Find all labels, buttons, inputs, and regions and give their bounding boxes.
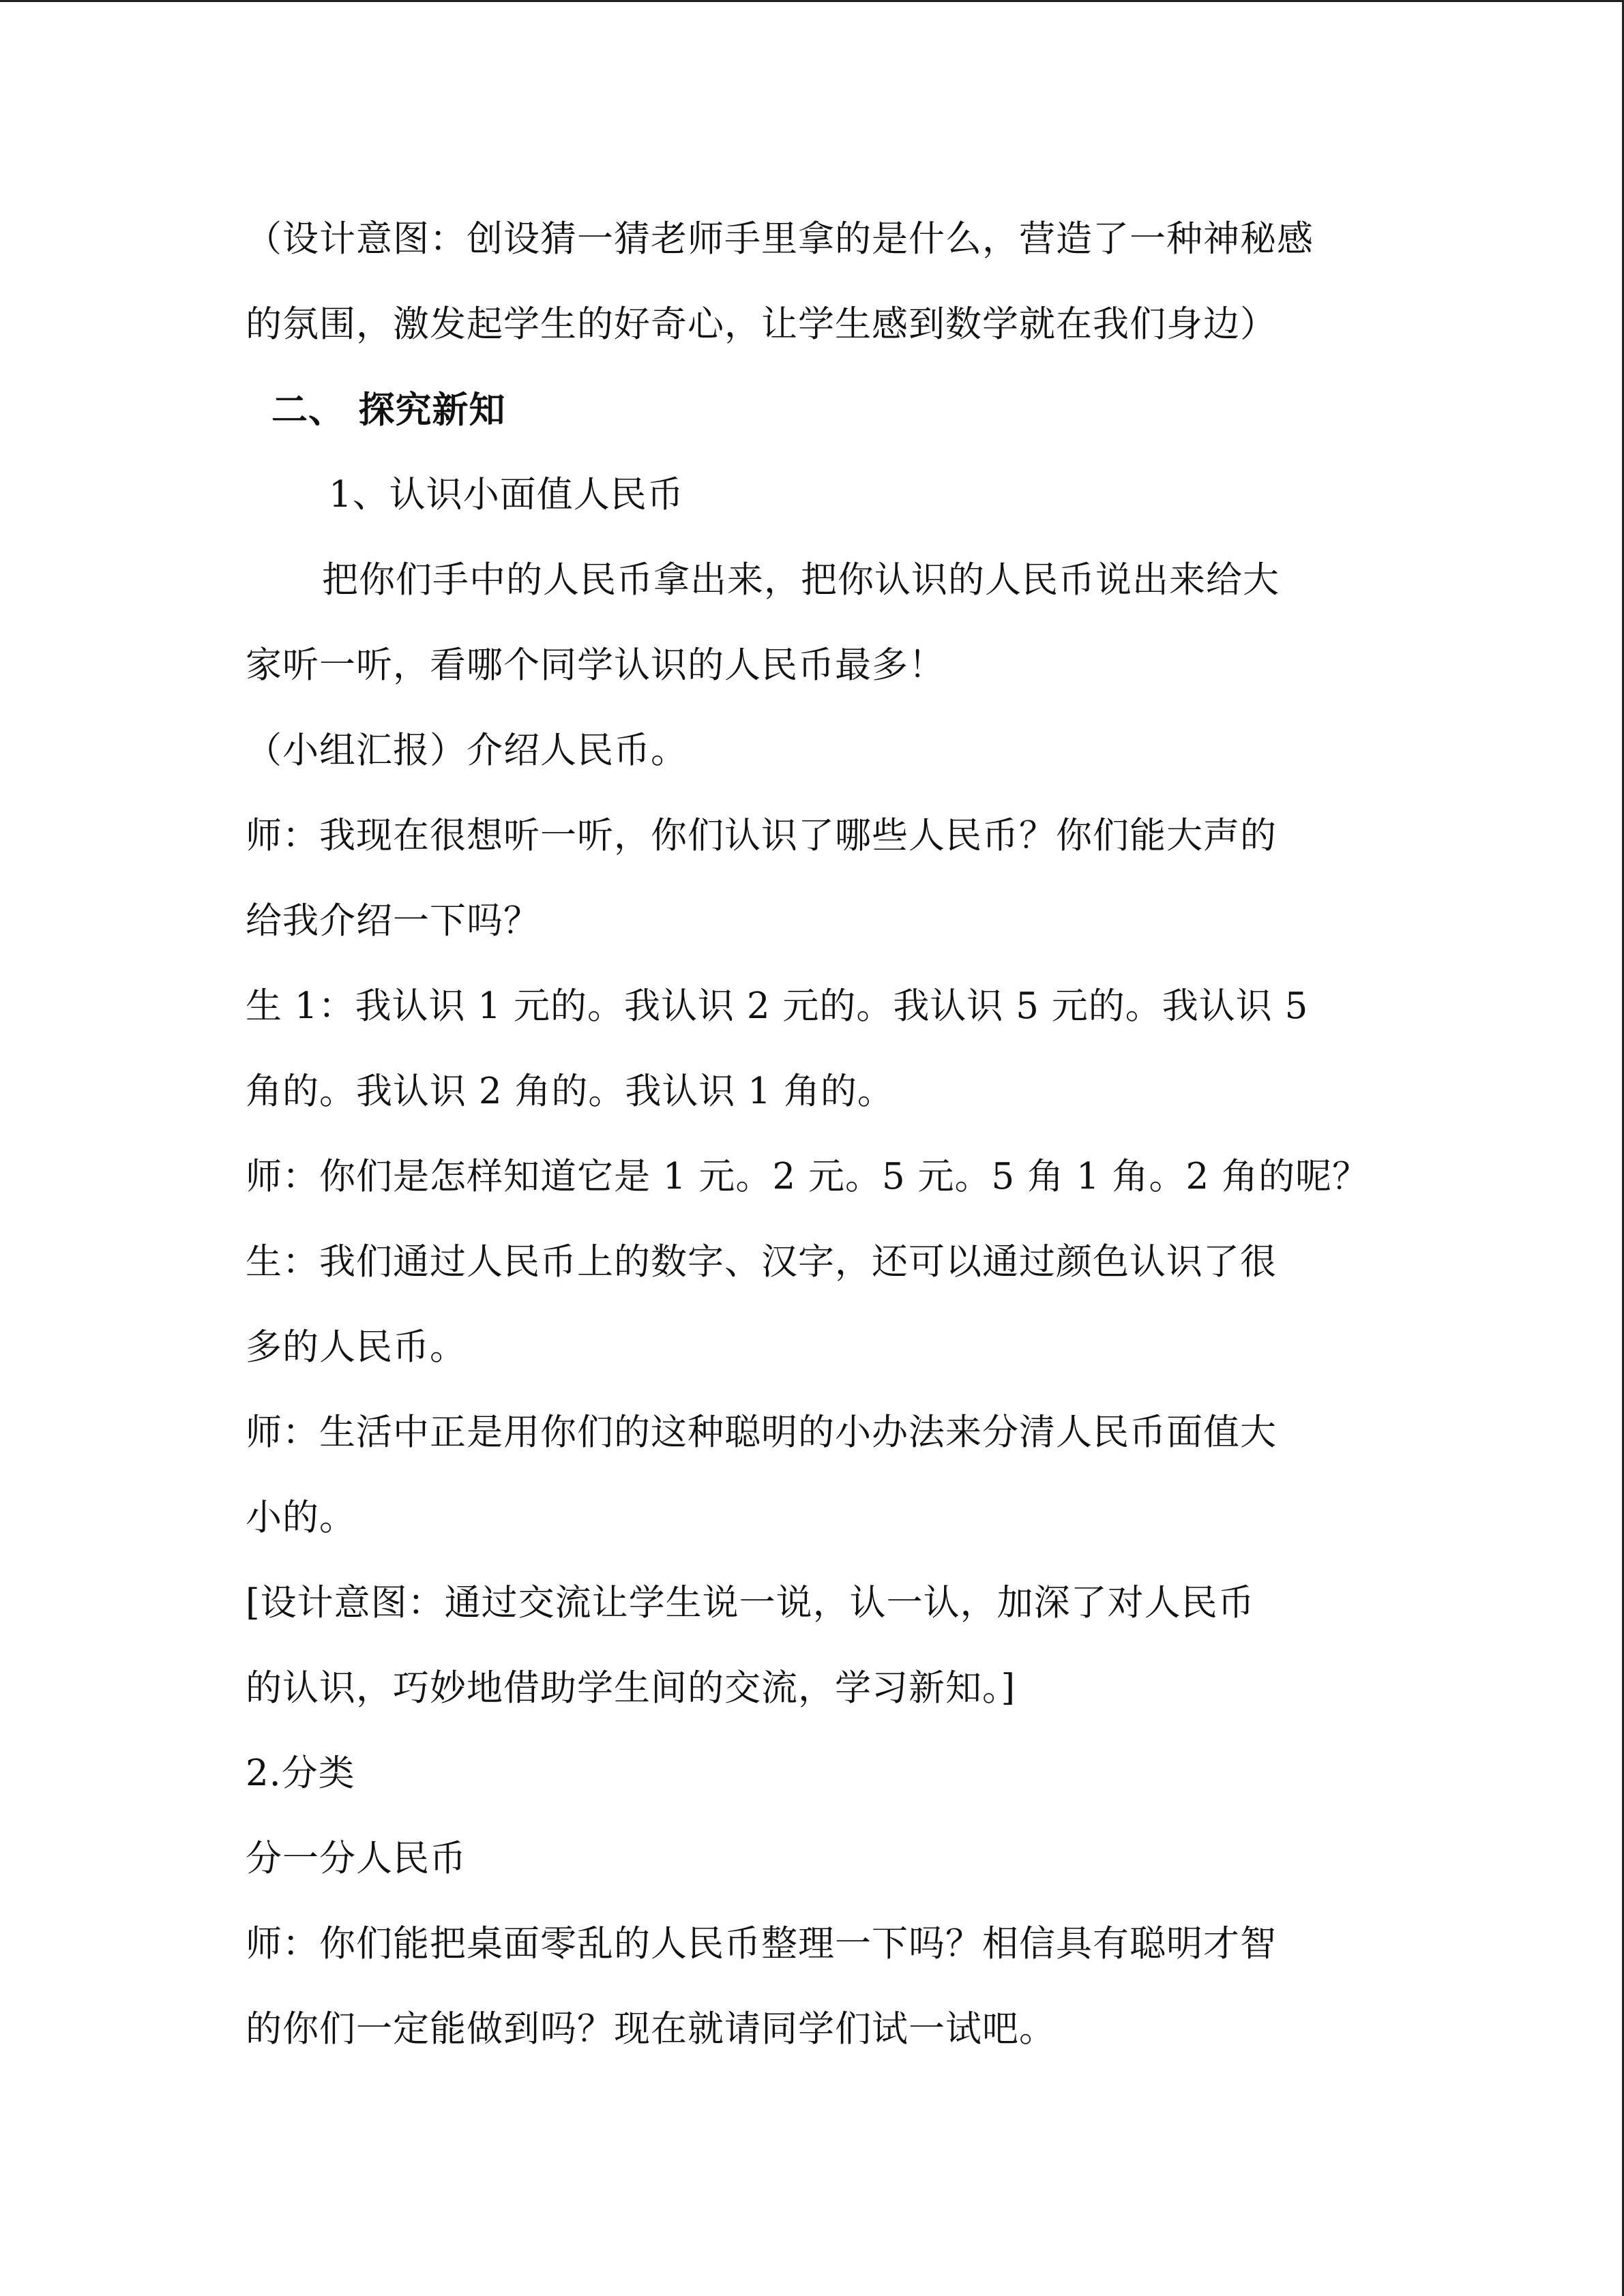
- paragraph-line: 家听一听，看哪个同学认识的人民币最多！: [246, 644, 945, 686]
- design-intent-line: [设计意图：通过交流让学生说一说，认一认，加深了对人民币: [246, 1582, 1255, 1624]
- dialogue-line: 师：你们能把桌面零乱的人民币整理一下吗？相信具有聪明才智: [246, 1923, 1277, 1965]
- page-border-top: [0, 0, 1624, 2]
- design-intent-line-1: （设计意图：创设猜一猜老师手里拿的是什么，营造了一种神秘感: [246, 218, 1314, 260]
- dialogue-line: 多的人民币。: [246, 1326, 467, 1368]
- dialogue-line: 小的。: [246, 1497, 356, 1538]
- dialogue-line: 给我介绍一下吗？: [246, 900, 540, 942]
- dialogue-line: 师：生活中正是用你们的这种聪明的小办法来分清人民币面值大: [246, 1412, 1277, 1453]
- dialogue-line: 生：我们通过人民币上的数字、汉字，还可以通过颜色认识了很: [246, 1241, 1277, 1283]
- section-heading: 二、 探究新知: [271, 389, 506, 431]
- dialogue-line: 角的。我认识 2 角的。我认识 1 角的。: [246, 1071, 894, 1112]
- dialogue-line: 的你们一定能做到吗？现在就请同学们试一试吧。: [246, 2008, 1056, 2050]
- dialogue-line: 师：你们是怎样知道它是 1 元。2 元。5 元。5 角 1 角。2 角的呢？: [246, 1156, 1370, 1197]
- design-intent-line: 的认识，巧妙地借助学生间的交流，学习新知。]: [246, 1667, 1016, 1709]
- subsection-heading: 1、认识小面值人民币: [329, 474, 684, 516]
- paragraph-line: （小组汇报）介绍人民币。: [246, 730, 688, 771]
- dialogue-line: 生 1：我认识 1 元的。我认识 2 元的。我认识 5 元的。我认识 5: [246, 985, 1309, 1027]
- dialogue-line: 师：我现在很想听一听，你们认识了哪些人民币？你们能大声的: [246, 815, 1277, 856]
- design-intent-line-2: 的氛围，激发起学生的好奇心，让学生感到数学就在我们身边）: [246, 303, 1277, 345]
- paragraph-line: 分一分人民币: [246, 1838, 467, 1879]
- paragraph-line: 把你们手中的人民币拿出来，把你认识的人民币说出来给大: [322, 559, 1280, 601]
- subsection-heading: 2.分类: [246, 1753, 355, 1794]
